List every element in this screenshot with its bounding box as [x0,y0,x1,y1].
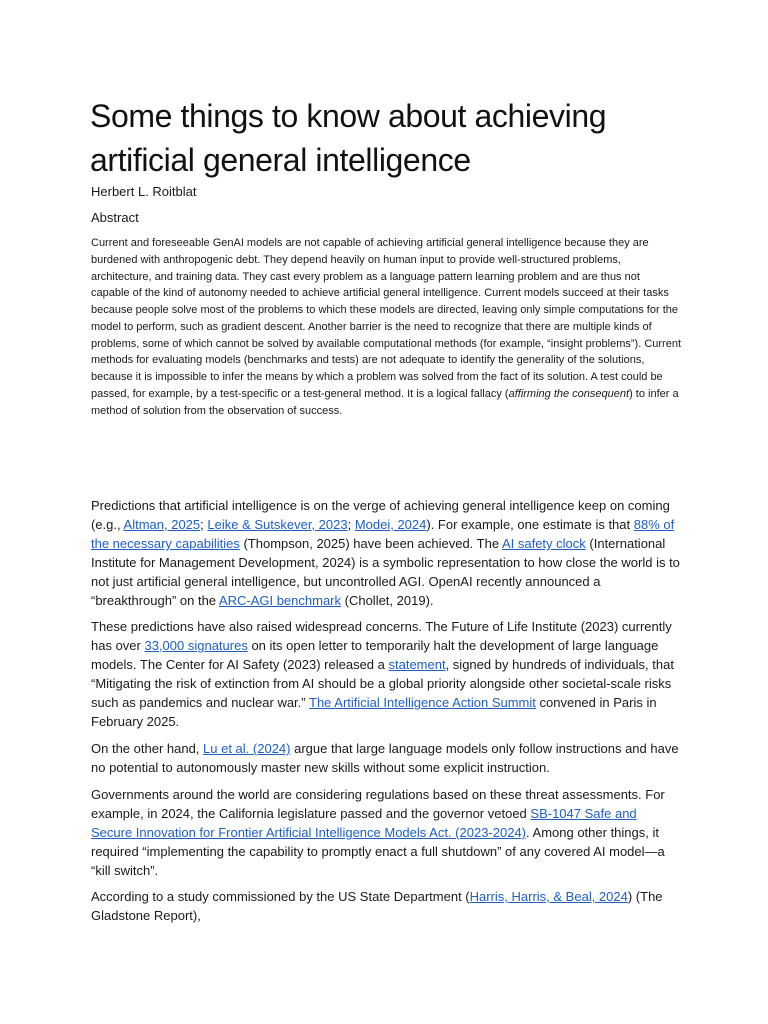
link-harris-2024[interactable]: Harris, Harris, & Beal, 2024 [469,889,628,904]
paragraph-text: argue that large language models only follow instructions and have no potential to autonomously master new skills without some explicit instruction. [91,741,679,775]
paragraph-text: , signed by hundreds of individuals, that “Mitigating the risk of extinction from AI should be a global priority alongside other societal-scale risks such as pandemics and nuclear war.” [91,657,674,710]
paragraph-governments [91,785,681,880]
paragraph-text: (International Institute for Management Development, 2024) is a symbolic representation to how close the world is to not just artificial general intelligence, but uncontrolled AGI. OpenAI recently announced a “breakthrough” on the [91,536,680,608]
paragraph-text: According to a study commissioned by the US State Department ( [91,889,470,904]
paragraph-predictions [91,496,681,610]
link-necessary-capabilities[interactable]: 88% of the necessary capabilities [91,517,675,551]
link-ai-action-summit[interactable]: The Artificial Intelligence Action Summit [309,695,536,710]
link-modei-2024[interactable]: Modei, 2024 [354,517,427,532]
document-title: Some things to know about achieving artificial general intelligence [90,98,607,178]
paragraph-text: (Thompson, 2025) have been achieved. The [239,536,502,551]
paragraph-text: Predictions that artificial intelligence is on the verge of achieving general intelligence keep on coming (e.g., [91,498,670,532]
author-name: Herbert L. Roitblat [91,184,197,199]
link-lu-et-al-2024[interactable]: Lu et al. (2024) [203,741,291,756]
paragraph-text: on its open letter to temporarily halt the development of large language models. The Center for AI Safety (2023) released a [91,638,659,672]
abstract-heading: Abstract [91,210,139,225]
paragraph-text: ) (The Gladstone Report), [91,889,663,923]
paragraph-text: . Among other things, it required “implementing the capability to promptly enact a full shutdown” of any covered AI model—a “kill switch”. [91,825,665,878]
paragraph-text: ). For example, one estimate is that [426,517,634,532]
link-statement[interactable]: statement [388,657,446,672]
link-arc-agi-benchmark[interactable]: ARC-AGI benchmark [218,593,342,608]
paragraph-text: ; [200,517,208,532]
abstract-emphasis: affirming the consequent [508,387,630,400]
link-signatures[interactable]: 33,000 signatures [144,638,248,653]
link-altman-2025[interactable]: Altman, 2025 [123,517,201,532]
abstract-text-part: ) to infer a method of solution from the observation of success. [91,387,679,417]
abstract-text-part: Current and foreseeable GenAI models are not capable of achieving artificial general intelligence because they are burdened with anthropogenic debt. They depend heavily on human input to provide well-structured problems, architecture, and training data. They cast every problem as a language pattern learning problem and are thus not capable of the kind of autonomy needed to achieve artificial general intelligence. Current models succeed at their tasks because people solve most of the problems to which these models are directed, leaving only simple computations for the model to perform, such as gradient descent. Another barrier is the need to recognize that there are multiple kinds of problems, some of which cannot be solved by available computational methods (for example, “insight problems”). Current methods for evaluating models (benchmarks and tests) are not adequate to identify the generality of the solutions, because it is impossible to infer the means by which a problem was solved from the fact of its solution. A test could be passed, for example, by a test-specific or a test-general method. It is a logical fallacy ( [91,237,682,400]
abstract-text [91,235,681,419]
paragraph-text: These predictions have also raised widespread concerns. The Future of Life Institute (2023) currently has over [91,619,672,653]
paragraph-text: ; [347,517,355,532]
link-sb-1047[interactable]: SB-1047 Safe and Secure Innovation for Frontier Artificial Intelligence Models Act. (2023-2024) [91,806,637,840]
paragraph-concerns [91,617,681,731]
paragraph-text: Governments around the world are considering regulations based on these threat assessments. For example, in 2024, the California legislature passed and the governor vetoed [91,787,665,821]
paragraph-text: convened in Paris in February 2025. [91,695,657,729]
link-leike-sutskever-2023[interactable]: Leike & Sutskever, 2023 [207,517,348,532]
link-ai-safety-clock[interactable]: AI safety clock [501,536,586,551]
paragraph-text: On the other hand, [91,741,204,756]
paragraph-gladstone [91,887,681,925]
paragraph-text: (Chollet, 2019). [341,593,434,608]
paragraph-other-hand [91,739,681,777]
